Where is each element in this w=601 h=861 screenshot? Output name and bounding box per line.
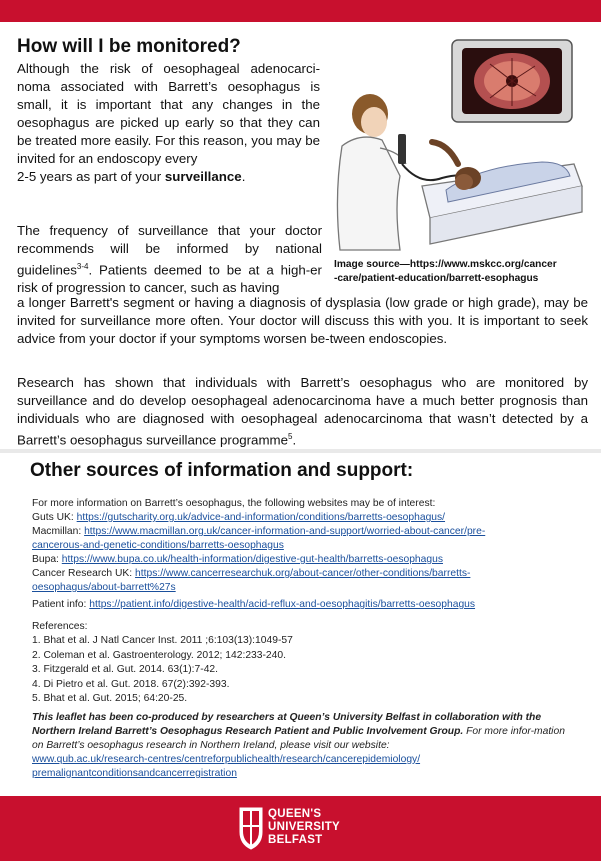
p2-line: . Patients deemed to be at a high-er bbox=[88, 262, 322, 278]
macmillan-link-cont[interactable]: cancerous-and-genetic-conditions/barretts-oesophagus bbox=[32, 540, 284, 551]
source-macmillan bbox=[32, 525, 485, 553]
citation-3-4: 3-4 bbox=[76, 262, 89, 271]
p2-line: risk of progression to cancer, such as having bbox=[17, 280, 280, 296]
p3-end: . bbox=[292, 432, 297, 448]
qub-link[interactable]: www.qub.ac.uk/research-centres/centreforpublichealth/research/cancerepidemiology/ bbox=[32, 754, 421, 765]
p2-line: guidelines bbox=[17, 262, 77, 278]
source-patient-info bbox=[32, 598, 475, 612]
reference-item: 3. Fitzgerald et al. Gut. 2014. 63(1):7-42. bbox=[32, 664, 219, 676]
reference-item: 4. Di Pietro et al. Gut. 2018. 67(2):392-393. bbox=[32, 678, 230, 690]
reference-item: 2. Coleman et al. Gastroenterology. 2012; 142:233-240. bbox=[32, 649, 286, 661]
bupa-link[interactable]: https://www.bupa.co.uk/health-information/digestive-gut-health/barretts-oesophagus bbox=[61, 554, 443, 565]
source-name: Guts UK: bbox=[32, 512, 77, 523]
source-name: Macmillan: bbox=[32, 526, 85, 537]
source-name: Patient info: bbox=[32, 599, 90, 610]
credit-bold: This leaflet has been co-produced by researchers at Queen’s University Belfast in collaboration with the Northern Ireland Barrett’s Oesophagus Research Patient and Public Involvement Group. bbox=[32, 712, 542, 737]
source-name: Cancer Research UK: bbox=[32, 568, 136, 579]
surveillance-term: surveillance bbox=[164, 169, 242, 184]
credit-rest: For more infor-mation on Barrett’s oesophagus research in Northern Ireland, please visit our website: bbox=[32, 726, 565, 751]
caption-line: Image source—https://www.mskcc.org/cancer bbox=[334, 259, 557, 270]
logo-line: QUEEN'S bbox=[268, 808, 322, 820]
section-divider bbox=[0, 449, 601, 453]
endoscopy-illustration bbox=[330, 36, 586, 256]
citation-5: 5 bbox=[288, 432, 293, 441]
qub-crest-icon bbox=[238, 806, 264, 850]
qub-logo-text bbox=[268, 808, 340, 847]
source-gutsuk bbox=[32, 511, 445, 525]
logo-line: UNIVERSITY bbox=[268, 821, 341, 833]
source-bupa bbox=[32, 553, 443, 567]
macmillan-link[interactable]: https://www.macmillan.org.uk/cancer-information-and-support/worried-about-cancer/pre- bbox=[84, 526, 486, 537]
monitoring-heading: How will I be monitored? bbox=[17, 36, 241, 57]
qub-link-cont[interactable]: premalignantconditionsandcancerregistration bbox=[32, 768, 237, 779]
source-cruk bbox=[32, 567, 470, 595]
monitoring-paragraph-1 bbox=[17, 60, 320, 186]
logo-line: BELFAST bbox=[268, 834, 323, 846]
top-brand-bar bbox=[0, 0, 601, 22]
gutsuk-link[interactable]: https://gutscharity.org.uk/advice-and-information/conditions/barretts-oesophagus/ bbox=[76, 512, 446, 523]
p1-line: oesophagus are picked up early so that they bbox=[17, 115, 293, 130]
p2-line: recommends will be informed by national bbox=[17, 241, 322, 256]
p1-line: 2-5 years as part of your bbox=[17, 169, 165, 184]
p1-line: you may be invited for an endoscopy every bbox=[17, 133, 320, 166]
sources-intro: For more information on Barrett’s oesophagus, the following websites may be of interest: bbox=[32, 498, 436, 509]
patient-bed bbox=[422, 142, 582, 244]
cruk-link-cont[interactable]: oesophagus/about-barrett%27s bbox=[32, 582, 176, 593]
reference-item: 5. Bhat et al. Gut. 2015; 64:20-25. bbox=[32, 693, 188, 705]
p2-line: The frequency of surveillance that your doctor bbox=[17, 223, 322, 238]
p1-line: can be treated more easily. For this reason, bbox=[17, 115, 320, 148]
image-caption bbox=[334, 258, 579, 286]
p3-text: Research has shown that individuals with Barrett’s oesophagus who are monitored by surveillance and do develop oesophageal adenocarcinoma have a much better prognosis than individuals who are diagnosed with oesophageal adenocarcinoma that wasn’t detected by a Barrett’s oesophagus surveillance programme bbox=[17, 375, 588, 448]
p1-line: noma associated with Barrett’s oesophagus is bbox=[17, 79, 320, 94]
p1-line: small, it is important that any changes in the bbox=[17, 97, 320, 112]
references bbox=[32, 620, 293, 706]
monitoring-paragraph-3 bbox=[17, 374, 588, 449]
p1-line: Although the risk of oesophageal adenocarci- bbox=[17, 61, 320, 76]
caption-line: -care/patient-education/barrett-esophagus bbox=[334, 273, 539, 284]
monitoring-paragraph-2-rest: a longer Barrett's segment or having a diagnosis of dysplasia (low grade or high grade), may be invited for surveillance more often. Your doctor will discuss this with you. It is important to seek advice from your doctor if your symptoms worsen be-tween endoscopies. bbox=[17, 295, 588, 346]
reference-item: 1. Bhat et al. J Natl Cancer Inst. 2011 ;6:103(13):1049-57 bbox=[32, 635, 293, 647]
patient-info-link[interactable]: https://patient.info/digestive-health/acid-reflux-and-oesophagitis/barretts-oesophagus bbox=[89, 599, 476, 610]
monitoring-paragraph-2-top bbox=[17, 222, 322, 297]
cruk-link[interactable]: https://www.cancerresearchuk.org/about-cancer/other-conditions/barretts- bbox=[135, 568, 471, 579]
monitor-icon bbox=[452, 40, 572, 122]
references-label: References: bbox=[32, 621, 88, 632]
other-sources-heading: Other sources of information and support: bbox=[30, 460, 414, 481]
leaflet-credit bbox=[32, 711, 577, 781]
p1-end: . bbox=[241, 169, 246, 184]
source-name: Bupa: bbox=[32, 554, 62, 565]
